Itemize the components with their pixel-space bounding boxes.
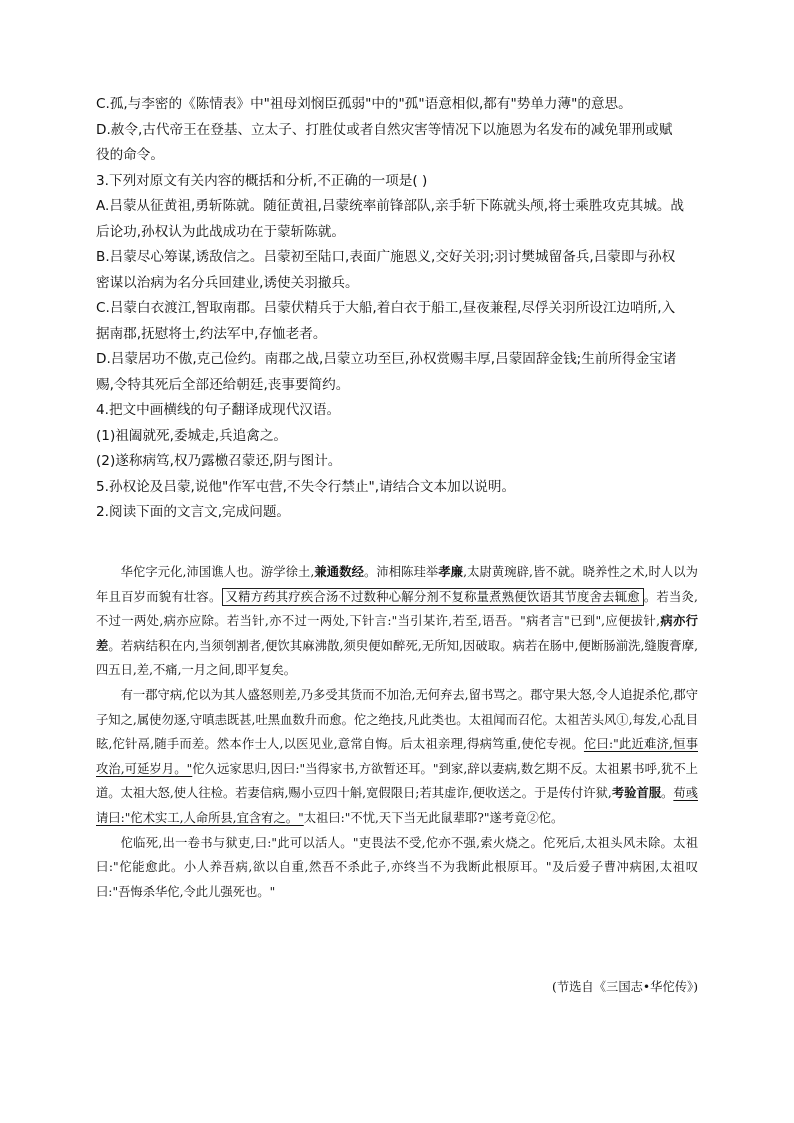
question-3-stem: 3.下列对原文有关内容的概括和分析,不正确的一项是( ) <box>96 172 428 189</box>
bold-phrase: 兼通数经 <box>314 564 364 579</box>
bold-phrase: 病亦行差 <box>96 613 698 653</box>
q3-option-c-line2: 据南郡,抚慰将士,约法军中,存恤老者。 <box>96 325 327 342</box>
bold-phrase: 考验首服 <box>611 785 662 801</box>
classical-passage <box>96 560 698 904</box>
passage-paragraph-3: 佗临死,出一卷书与狱吏,曰:"此可以活人。"吏畏法不受,佗亦不强,索火烧之。佗死后,太祖头风未除。太祖曰:"佗能愈此。小人养吾病,欲以自重,然吾不杀此子,亦终当不为我断此根原耳。"及后爱子曹冲病困,太祖叹曰:"吾悔杀华佗,令此儿强死也。" <box>96 835 698 899</box>
source-citation: (节选自《三国志•华佗传》) <box>552 980 698 994</box>
passage-text: 。 <box>661 786 674 801</box>
boxed-sentence <box>222 588 644 606</box>
passage-text: 。若当灸,不过一两处,病亦应除。若当针,亦不过一两处,下针言:"当引某许,若至,语吾。"病者言"已到",应便拔针, <box>96 589 698 629</box>
option-d-previous-line1: D.赦令,古代帝王在登基、立太子、打胜仗或者自然灾害等情况下以施恩为名发布的减免罪刑或赋 <box>96 121 673 138</box>
boxed-text-part2: 其节度舍去辄愈 <box>551 589 640 604</box>
passage-text: ,太尉黄琬辟,皆不就。晓养性之术,时人以为年且百岁而貌有壮容。 <box>96 565 698 604</box>
underlined-sentence-2: 荀彧请曰:"佗术实工,人命所县,宜含宥之。" <box>96 786 698 825</box>
question-5-stem: 5.孙权论及吕蒙,说他"作军屯营,不失令行禁止",请结合文本加以说明。 <box>96 478 516 495</box>
passage-text: 华佗字元化,沛国谯人也。游学徐土, <box>120 565 315 579</box>
q3-option-d-line2: 赐,令特其死后全部还给朝廷,丧事要简约。 <box>96 376 350 393</box>
question-4-stem: 4.把文中画横线的句子翻译成现代汉语。 <box>96 402 341 418</box>
bold-phrase: 孝廉 <box>438 564 464 579</box>
q3-option-a-line1: A.吕蒙从征黄祖,勇斩陈就。随征黄祖,吕蒙统率前锋部队,亲手斩下陈就头颅,将士乘胜攻克其城。战 <box>96 198 685 214</box>
q4-sentence-1: (1)祖阖就死,委城走,兵追禽之。 <box>96 427 288 444</box>
passage-text: 佗久远家思归,因曰:"当得家书,方欲暂还耳。"到家,辞以妻病,数乞期不反。太祖累书呼,犹不上道。太祖大怒,使人往检。若妻信病,赐小豆四十斛,宽假限日;若其虚诈,便收送之。于是传付许狱, <box>96 761 698 801</box>
passage-text: 有一郡守病,佗以为其人盛怒则差,乃多受其货而不加治,无何弃去,留书骂之。郡守果大怒,令人追捉杀佗,郡守子知之,属使勿逐,守嗔恚既甚,吐黑血数升而愈。佗之绝技,凡此类也。太祖闻而召佗。太祖苦头风①,每发,心乱目眩,佗针鬲,随手而差。然本作士人,以医见业,意常自悔。后太祖亲理,得病笃重,使佗专视。 <box>96 687 698 752</box>
question-section <box>96 92 716 526</box>
q3-option-a-line2: 后论功,孙权认为此战成功在于蒙斩陈就。 <box>96 223 346 240</box>
q3-option-b-line2: 密谋以治病为名分兵回建业,诱使关羽撤兵。 <box>96 274 359 291</box>
option-d-previous-line2: 役的命令。 <box>96 147 164 163</box>
underlined-sentence-1: 佗曰:"此近难济,恒事攻治,可延岁月。" <box>96 737 698 776</box>
q3-option-d-line1: D.吕蒙居功不傲,克己俭约。南郡之战,吕蒙立功至巨,孙权赏赐丰厚,吕蒙固辞金钱;生前所得金宝诸 <box>96 351 677 367</box>
section-2-stem: 2.阅读下面的文言文,完成问题。 <box>96 504 291 520</box>
passage-paragraph-2 <box>96 683 698 831</box>
q3-option-b-line1: B.吕蒙尽心筹谋,诱敌信之。吕蒙初至陆口,表面广施恩义,交好关羽;羽讨樊城留备兵,吕蒙即与孙权 <box>96 249 676 265</box>
passage-text: 。沛相陈珪举 <box>363 565 439 579</box>
q3-option-c-line1: C.吕蒙白衣渡江,智取南郡。吕蒙伏精兵于大船,着白衣于船工,昼夜兼程,尽俘关羽所设江边哨所,入 <box>96 300 676 316</box>
passage-paragraph-1 <box>96 560 698 683</box>
boxed-text-part1: 又精方药其疗疾合汤不过数种心解分剂不复称量煮熟便饮语 <box>225 589 552 604</box>
q4-sentence-2: (2)遂称病笃,权乃露檄召蒙还,阴与图计。 <box>96 453 342 469</box>
passage-text: 。若病结积在内,当须刳割者,便饮其麻沸散,须臾便如醉死,无所知,因破取。病若在肠中,便断肠湔洗,缝腹膏摩,四五日,差,不痛,一月之间,即平复矣。 <box>96 638 698 678</box>
option-c-previous: C.孤,与李密的《陈情表》中"祖母刘悯臣孤弱"中的"孤"语意相似,都有"势单力薄"的意思。 <box>96 96 632 112</box>
passage-text: 太祖曰:"不忧,天下当无此鼠辈耶?"遂考竟②佗。 <box>303 810 564 825</box>
